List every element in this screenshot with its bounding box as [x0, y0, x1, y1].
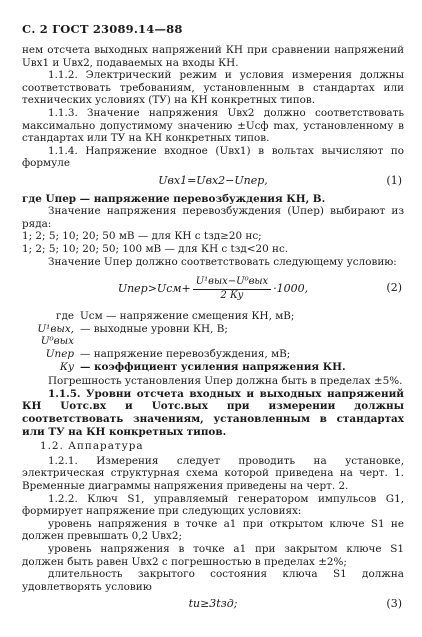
legend-value: — коэффициент усиления напряжения КН. [80, 360, 346, 373]
legend-key: U¹вых, U⁰вых [37, 322, 74, 348]
formula-2 [22, 276, 404, 302]
legend-key: Uпер [45, 348, 74, 361]
formula-1-number: (1) [386, 173, 402, 187]
section-heading: 1.2. Аппаратура [40, 440, 144, 453]
paragraph: Значение Uпер должно соответствовать следующему условию: [48, 255, 397, 268]
paragraph: уровень напряжения в точке a1 при закрытом ключе S1 должен быть равен Uвх2 с погрешностью в пределах ±2%; [22, 542, 404, 568]
legend-value: — выходные уровни КН, В; [80, 322, 228, 335]
paragraph: Значение напряжения перевозбуждения (Uпер) выбирают из ряда: [22, 205, 404, 230]
paragraph: длительность закрытого состояния ключа S1 должна удовлетворять условию [22, 568, 404, 593]
legend-value: Uсм — напряжение смещения КН, мВ; [80, 310, 295, 323]
paragraph: 1; 2; 5; 10; 20; 50; 100 мВ — для КН с tзд<20 нс. [22, 242, 289, 255]
paragraph: 1.2.2. Ключ S1, управляемый генератором импульсов G1, формирует напряжение при следующих условиях: [22, 492, 404, 518]
formula-3-number: (3) [386, 597, 402, 611]
formula-1-expression: Uвх1=Uвх2−Uпер, [158, 173, 268, 187]
formula-2-fraction [193, 276, 271, 302]
paragraph: 1.1.5. Уровни отсчета входных и выходных напряжений КН Uотс.вх и Uотс.вых при измерении должны соответствовать значениям, установленным в стандартах или ТУ на КН конкретных типов. [22, 387, 404, 438]
paragraph: Погрешность установления Uпер должна быть в пределах ±5%. [48, 375, 403, 388]
formula-3-expression: tи≥3tзд; [188, 597, 238, 611]
paragraph: 1.1.3. Значение напряжения Uвх2 должно соответствовать максимально допустимому значению ±Uсф max, установленному в стандартах или ТУ на КН конкретных типов. [22, 106, 404, 145]
legend-key: где [56, 310, 74, 323]
formula-1 [22, 175, 404, 188]
paragraph: где Uпер — напряжение перевозбуждения КН, В. [22, 192, 326, 205]
paragraph: уровень напряжения в точке a1 при открытом ключе S1 не должен превышать 0,2 Uвх2; [22, 517, 404, 543]
paragraph: 1.1.4. Напряжение входное (Uвх1) в вольтах вычисляют по формуле [22, 144, 404, 170]
legend-list [22, 310, 404, 373]
formula-2-denominator: 2 Ку [220, 289, 244, 301]
page-header: С. 2 ГОСТ 23089.14—88 [22, 22, 183, 36]
formula-2-number: (2) [386, 281, 402, 295]
formula-2-right: ·1000, [273, 282, 309, 296]
paragraph: нем отсчета выходных напряжений КН при сравнении напряжений Uвх1 и Uвх2, подаваемых на входы КН. [22, 44, 404, 69]
document-body [22, 44, 404, 616]
legend-key: Ку [59, 360, 74, 373]
formula-2-numerator: U¹вых−U⁰вых [193, 276, 271, 290]
paragraph: 1.2.1. Измерения следует проводить на установке, электрическая структурная схема которой приведена на черт. 1. Временные диаграммы напряжения приведены на черт. 2. [22, 454, 404, 492]
paragraph: 1.1.2. Электрический режим и условия измерения должны соответствовать требованиям, установленным в стандартах или технических условиях (ТУ) на КН конкретных типов. [22, 69, 404, 107]
legend-value: — напряжение перевозбуждения, мВ; [80, 348, 291, 361]
paragraph: 1; 2; 5; 10; 20; 50 мВ — для КН с tзд≥20 нс; [22, 230, 262, 243]
formula-3 [22, 598, 404, 611]
formula-2-left: Uпер>Uсм+ [117, 282, 191, 296]
